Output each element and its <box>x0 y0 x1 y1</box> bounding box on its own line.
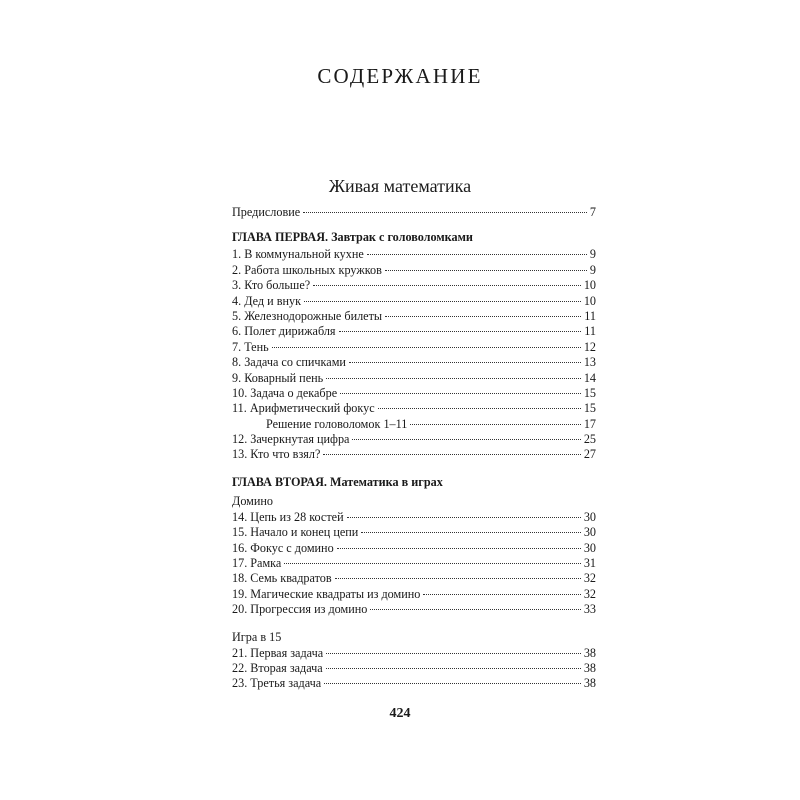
leader-dots <box>326 378 581 379</box>
toc-entry-label: 13. Кто что взял? <box>232 447 321 462</box>
leader-dots <box>370 609 580 610</box>
toc-entry-page: 9 <box>589 247 596 262</box>
toc-entry-page: 30 <box>583 540 596 555</box>
toc-entry-page: 31 <box>583 556 596 571</box>
toc-entry <box>232 676 596 691</box>
toc-entry <box>232 587 596 602</box>
toc-entry <box>232 401 596 416</box>
toc-entry-label: 20. Прогрессия из домино <box>232 602 368 617</box>
leader-dots <box>326 668 581 669</box>
toc-entry <box>232 386 596 401</box>
toc-entry-label: 1. В коммунальной кухне <box>232 247 364 262</box>
toc-entry-label: 12. Зачеркнутая цифра <box>232 432 350 447</box>
leader-dots <box>361 532 580 533</box>
toc-entry-page: 15 <box>583 401 596 416</box>
toc-entry-page: 38 <box>583 676 596 691</box>
leader-dots <box>423 594 580 595</box>
toc-entry-label: 11. Арифметический фокус <box>232 401 375 416</box>
leader-dots <box>385 270 587 271</box>
toc-entry-label: Решение головоломок 1–11 <box>266 416 408 431</box>
toc-entry-page: 30 <box>583 525 596 540</box>
toc-entry <box>232 294 596 309</box>
toc-entry-page: 38 <box>583 645 596 660</box>
toc-entry <box>232 646 596 661</box>
toc-entry-label: 6. Полет дирижабля <box>232 324 336 339</box>
toc-entry-label: 8. Задача со спичками <box>232 355 346 370</box>
toc-entry-label: 21. Первая задача <box>232 645 324 660</box>
leader-dots <box>378 408 581 409</box>
leader-dots <box>340 393 581 394</box>
toc-entry-page: 13 <box>583 355 596 370</box>
toc-entry-page: 9 <box>589 262 596 277</box>
section-title: Игра в 15 <box>232 629 282 644</box>
toc-entry <box>232 309 596 324</box>
leader-dots <box>367 254 587 255</box>
toc-entry-page: 25 <box>583 432 596 447</box>
leader-dots <box>304 301 581 302</box>
section-title: Домино <box>232 493 274 508</box>
toc-entry <box>232 247 596 262</box>
toc-entry <box>232 571 596 586</box>
toc-entry-label: 16. Фокус с домино <box>232 540 334 555</box>
leader-dots <box>410 424 580 425</box>
leader-dots <box>349 362 581 363</box>
toc-entry-page: 10 <box>583 278 596 293</box>
leader-dots <box>303 212 587 213</box>
toc-entry-label: 10. Задача о декабре <box>232 385 338 400</box>
toc-entry-preface <box>232 205 596 220</box>
leader-dots <box>323 454 580 455</box>
toc-entry <box>232 525 596 540</box>
toc-entry-label: 7. Тень <box>232 339 269 354</box>
toc-entry <box>232 541 596 556</box>
toc-entry <box>232 371 596 386</box>
leader-dots <box>326 653 581 654</box>
contents-heading: СОДЕРЖАНИЕ <box>317 64 483 88</box>
toc-entry <box>232 432 596 447</box>
toc-entry-label: 19. Магические квадраты из домино <box>232 586 421 601</box>
leader-dots <box>324 683 581 684</box>
leader-dots <box>339 331 582 332</box>
toc-entry <box>232 340 596 355</box>
toc-entry-page: 12 <box>583 339 596 354</box>
toc-entry-page: 38 <box>583 660 596 675</box>
leader-dots <box>272 347 581 348</box>
book-title: Живая математика <box>328 176 472 196</box>
toc-entry-page: 11 <box>584 308 596 323</box>
toc-entry <box>232 263 596 278</box>
toc-entry-label: 14. Цепь из 28 костей <box>232 509 344 524</box>
toc-entry-page: 7 <box>589 205 596 219</box>
toc-entry <box>232 278 596 293</box>
toc-entry-label: 5. Железнодорожные билеты <box>232 308 383 323</box>
toc-entry-solutions <box>232 417 596 432</box>
chapter-title: ГЛАВА ВТОРАЯ. Математика в играх <box>232 474 443 489</box>
toc-entry-label: 3. Кто больше? <box>232 278 311 293</box>
toc-entry-label: 18. Семь квадратов <box>232 571 332 586</box>
toc-entry-page: 14 <box>583 370 596 385</box>
toc-entry-page: 27 <box>583 447 596 462</box>
leader-dots <box>335 578 581 579</box>
toc-entry <box>232 447 596 462</box>
toc-entry-page: 17 <box>583 416 596 431</box>
toc-entry <box>232 661 596 676</box>
toc-entry-label: Предисловие <box>232 205 301 219</box>
chapter-title: ГЛАВА ПЕРВАЯ. Завтрак с головоломками <box>232 230 473 245</box>
toc-entry-label: 4. Дед и внук <box>232 293 302 308</box>
toc-entry-label: 22. Вторая задача <box>232 660 323 675</box>
toc-entry <box>232 324 596 339</box>
toc-entry-page: 30 <box>583 509 596 524</box>
toc-entry-label: 15. Начало и конец цепи <box>232 525 359 540</box>
toc-entry <box>232 556 596 571</box>
leader-dots <box>284 563 580 564</box>
toc-entry-label: 23. Третья задача <box>232 676 322 691</box>
toc-entry <box>232 355 596 370</box>
toc-entry-page: 11 <box>584 324 596 339</box>
leader-dots <box>347 517 581 518</box>
toc-entry-label: 17. Рамка <box>232 556 282 571</box>
toc-entry-page: 32 <box>583 586 596 601</box>
toc-entry-page: 33 <box>583 602 596 617</box>
toc-entry-label: 2. Работа школьных кружков <box>232 262 382 277</box>
table-of-contents <box>232 205 596 692</box>
toc-entry-page: 10 <box>583 293 596 308</box>
leader-dots <box>337 548 581 549</box>
leader-dots <box>385 316 581 317</box>
leader-dots <box>313 285 581 286</box>
toc-entry <box>232 602 596 617</box>
toc-entry-page: 15 <box>583 385 596 400</box>
toc-entry <box>232 510 596 525</box>
toc-entry-label: 9. Коварный пень <box>232 370 324 385</box>
toc-entry-page: 32 <box>583 571 596 586</box>
leader-dots <box>352 439 580 440</box>
page-number: 424 <box>389 706 411 721</box>
